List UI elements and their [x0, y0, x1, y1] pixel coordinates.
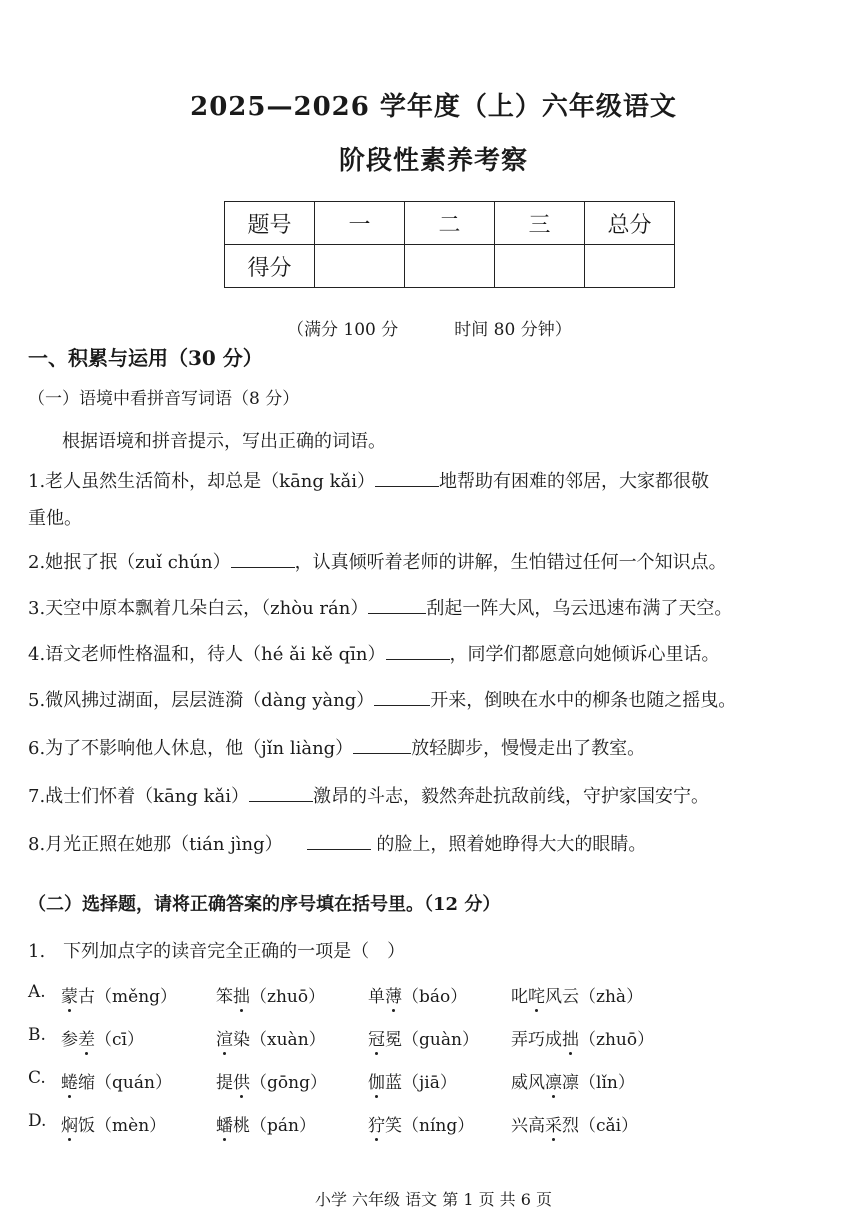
fill-item-3: [28, 594, 732, 620]
item-text: 开来，倒映在水中的柳条也随之摇曳。: [430, 690, 737, 711]
item-text: 7.战士们怀着（kāng kǎi）: [28, 786, 250, 807]
answer-blank[interactable]: [375, 468, 439, 487]
item-text: 1.老人虽然生活简朴，却总是（kāng kǎi）: [28, 471, 376, 492]
option-word: 弄巧成拙（zhuō）: [511, 1025, 654, 1050]
option-label: B.: [28, 1025, 46, 1045]
exam-note: [287, 315, 572, 340]
answer-blank[interactable]: [307, 831, 371, 850]
part1-instruction: 根据语境和拼音提示，写出正确的词语。: [62, 431, 386, 452]
score-cell: 题号: [225, 202, 315, 245]
item-text: 5.微风拂过湖面，层层涟漪（dàng yàng）: [28, 690, 375, 711]
answer-blank[interactable]: [249, 783, 313, 802]
exam-title-line2: 阶段性素养考察: [338, 146, 528, 176]
score-cell: 得分: [225, 245, 315, 288]
fill-item-6: [28, 734, 645, 760]
option-word: 蟠桃（pán）: [216, 1111, 316, 1136]
option-word: 参差（cī）: [61, 1025, 144, 1050]
option-word: 狞笑（níng）: [368, 1111, 474, 1136]
option-word: 冠冕（guàn）: [368, 1025, 479, 1050]
fill-item-1: [28, 467, 709, 493]
score-cell: 三: [495, 202, 585, 245]
score-input-cell: [405, 245, 495, 288]
score-cell: 总分: [585, 202, 675, 245]
score-cell: 二: [405, 202, 495, 245]
score-table: [224, 201, 675, 288]
item-text: 放轻脚步，慢慢走出了教室。: [411, 738, 646, 759]
option-word: 提供（gōng）: [216, 1068, 327, 1093]
option-word: 伽蓝（jiā）: [368, 1068, 457, 1093]
answer-blank[interactable]: [386, 641, 450, 660]
option-word: 蒙古（měng）: [61, 982, 177, 1007]
option-label: A.: [28, 982, 46, 1002]
fill-item-7: [28, 782, 709, 808]
option-label: C.: [28, 1068, 46, 1088]
section1-heading: 一、积累与运用（30 分）: [28, 346, 263, 370]
fill-item-4: [28, 640, 720, 666]
item-text: 地帮助有困难的邻居，大家都很敬: [439, 471, 710, 492]
answer-blank[interactable]: [374, 687, 430, 706]
item-text: 激昂的斗志，毅然奔赴抗敌前线，守护家国安宁。: [313, 786, 710, 807]
fill-item-1-continued: 重他。: [28, 508, 82, 529]
score-input-cell: [585, 245, 675, 288]
score-input-cell: [315, 245, 405, 288]
part2-heading: （二）选择题，请将正确答案的序号填在括号里。（12 分）: [28, 894, 501, 915]
part1-heading: （一）语境中看拼音写词语（8 分）: [28, 389, 300, 409]
answer-blank[interactable]: [353, 735, 411, 754]
item-text: 8.月光正照在她那（tián jìng）: [28, 834, 283, 855]
item-text: 2.她抿了抿（zuǐ chún）: [28, 552, 231, 573]
page-footer: 小学 六年级 语文 第 1 页 共 6 页: [314, 1190, 553, 1209]
item-text: ，同学们都愿意向她倾诉心里话。: [449, 644, 720, 665]
time-note: 时间 80 分钟）: [454, 320, 572, 340]
score-table-header-row: [225, 202, 675, 245]
score-input-cell: [495, 245, 585, 288]
option-word: 单薄（báo）: [368, 982, 467, 1007]
item-text: 3.天空中原本飘着几朵白云，（zhòu rán）: [28, 598, 369, 619]
fill-item-2: [28, 548, 727, 574]
option-word: 兴高采烈（cǎi）: [511, 1111, 638, 1136]
answer-blank[interactable]: [368, 595, 426, 614]
question-1: 1. 下列加点字的读音完全正确的一项是（ ）: [28, 941, 406, 962]
fill-item-5: [28, 686, 736, 712]
item-text: 6.为了不影响他人休息，他（jǐn liàng）: [28, 738, 354, 759]
fill-item-8: [28, 830, 646, 856]
score-cell: 一: [315, 202, 405, 245]
score-table-score-row: [225, 245, 675, 288]
option-word: 笨拙（zhuō）: [216, 982, 325, 1007]
option-word: 蜷缩（quán）: [61, 1068, 172, 1093]
option-label: D.: [28, 1111, 47, 1131]
full-score-note: （满分 100 分: [287, 320, 399, 340]
option-word: 焖饭（mèn）: [61, 1111, 166, 1136]
answer-blank[interactable]: [231, 549, 295, 568]
option-word: 渲染（xuàn）: [216, 1025, 326, 1050]
item-text: ，认真倾听着老师的讲解，生怕错过任何一个知识点。: [294, 552, 727, 573]
item-text: 刮起一阵大风，乌云迅速布满了天空。: [426, 598, 733, 619]
item-text: 的脸上，照着她睁得大大的眼睛。: [370, 834, 647, 855]
exam-title-line1: 2025—2026 学年度（上）六年级语文: [190, 92, 677, 122]
option-word: 叱咤风云（zhà）: [511, 982, 643, 1007]
item-text: 4.语文老师性格温和，待人（hé ǎi kě qīn）: [28, 644, 386, 665]
option-word: 威风凛凛（lǐn）: [511, 1068, 635, 1093]
